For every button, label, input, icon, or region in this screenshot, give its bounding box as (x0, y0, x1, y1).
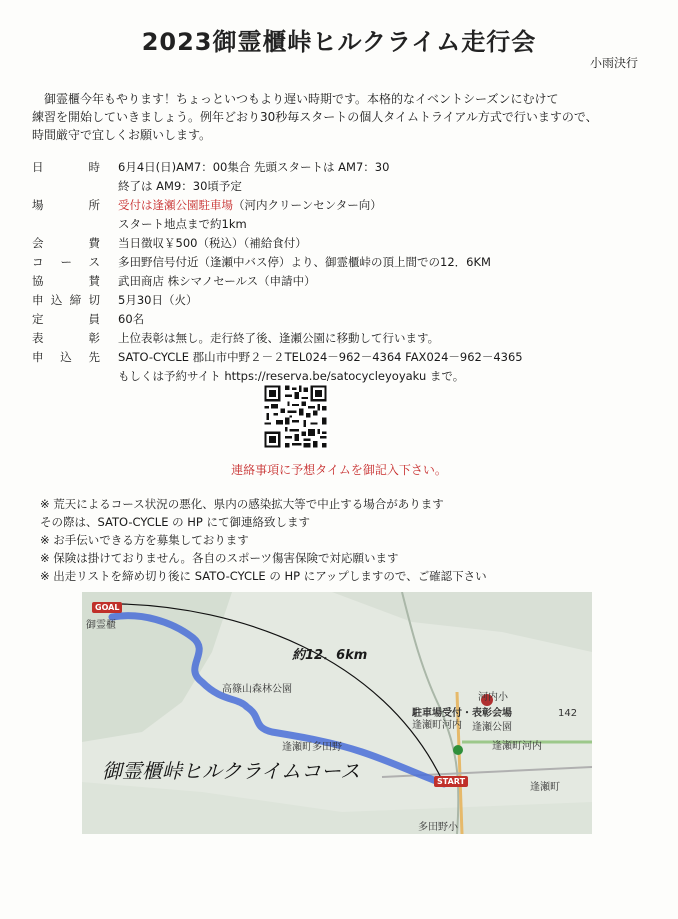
intro-line: 御霊櫃今年もやります！ちょっといつもより遅い時期です。本格的なイベントシーズンにむけて (44, 92, 559, 106)
deadline-label: 申込締切 (32, 293, 100, 307)
map-graphic (82, 592, 592, 834)
goal-marker: GOAL (92, 602, 122, 613)
sponsor-label: 協賛 (32, 274, 100, 288)
date-end-value: 終了は AM9：30頃予定 (118, 179, 242, 193)
capacity-value: 60名 (118, 312, 145, 326)
course-map (82, 592, 592, 834)
intro-paragraph (32, 90, 652, 144)
award-label: 表彰 (32, 331, 100, 345)
page-title: 2023御霊櫃峠ヒルクライム走行会 (141, 28, 537, 56)
award-value: 上位表彰は無し。走行終了後、逢瀬公園に移動して行います。 (118, 331, 440, 345)
date-value: 6月4日(日)AM7：00集合 先頭スタートは AM7：30 (118, 160, 390, 174)
sponsor-value: 武田商店 株シマノセールス（申請中） (118, 274, 316, 288)
tadano-school-label: 多田野小 (418, 822, 458, 833)
predicted-time-note: 連絡事項に予想タイムを御記入下さい。 (231, 463, 447, 477)
town-kouchi-label: 逢瀬町河内 (412, 720, 462, 731)
goal-place-label: 御霊櫃 (86, 620, 116, 631)
start-marker: START (434, 776, 468, 787)
note-item: ※ 荒天によるコース状況の悪化、県内の感染拡大等で中止する場合があります (40, 497, 444, 511)
place-note: （河内クリーンセンター向） (233, 198, 382, 212)
town-kouchi-label-2: 逢瀬町河内 (492, 741, 542, 752)
ouse-label: 逢瀬町 (530, 782, 560, 793)
distance-label: 約12．6km (292, 648, 368, 663)
reception-place: 受付は逢瀬公園駐車場 (118, 198, 233, 212)
forest-park-label: 高篠山森林公園 (222, 684, 292, 695)
date-label: 日時 (32, 160, 100, 174)
qr-code[interactable] (262, 383, 329, 450)
park-label: 逢瀬公園 (472, 722, 512, 733)
map-course-title: 御霊櫃峠ヒルクライムコース (102, 759, 360, 783)
intro-line: 時間厳守で宜しくお願いします。 (32, 128, 212, 142)
school-label: 河内小 (478, 692, 508, 703)
place-label: 場所 (32, 198, 100, 212)
reservation-site[interactable]: もしくは予約サイト https://reserva.be/satocycleyoyaku まで。 (118, 369, 465, 383)
place-value (118, 197, 382, 213)
apply-label: 申込先 (32, 350, 100, 364)
road-number: 142 (558, 708, 578, 719)
notes-list (40, 495, 487, 585)
course-value: 多田野信号付近（逢瀬中バス停）より、御霊櫃峠の頂上間での12．6KM (118, 255, 491, 269)
deadline-value: 5月30日（火） (118, 293, 198, 307)
fee-value: 当日徴収￥500（税込）（補給食付） (118, 236, 307, 250)
rain-note: 小雨決行 (590, 56, 639, 70)
intro-line: 練習を開始していきましょう。例年どおり30秒毎スタートの個人タイムトライアル方式で行いますので、 (32, 110, 598, 124)
fee-label: 会費 (32, 236, 100, 250)
note-item: ※ お手伝いできる方を募集しております (40, 533, 249, 547)
apply-value: SATO-CYCLE 郡山市中野２－２TEL024－962－4364 FAX024－962－4365 (118, 350, 523, 364)
note-item: ※ 出走リストを締め切り後に SATO-CYCLE の HP にアップしますので、ご確認下さい (40, 569, 487, 583)
course-label: コース (32, 255, 100, 269)
town-tadano-label: 逢瀬町多田野 (282, 742, 342, 753)
note-item: ※ 保険は掛けておりません。各自のスポーツ傷害保険で対応願います (40, 551, 399, 565)
reception-label: 駐車場受付・表彰会場 (412, 708, 512, 719)
capacity-label: 定員 (32, 312, 100, 326)
note-item: その際は、SATO-CYCLE の HP にて御連絡致します (40, 515, 311, 529)
start-distance: スタート地点まで約1km (118, 217, 247, 231)
